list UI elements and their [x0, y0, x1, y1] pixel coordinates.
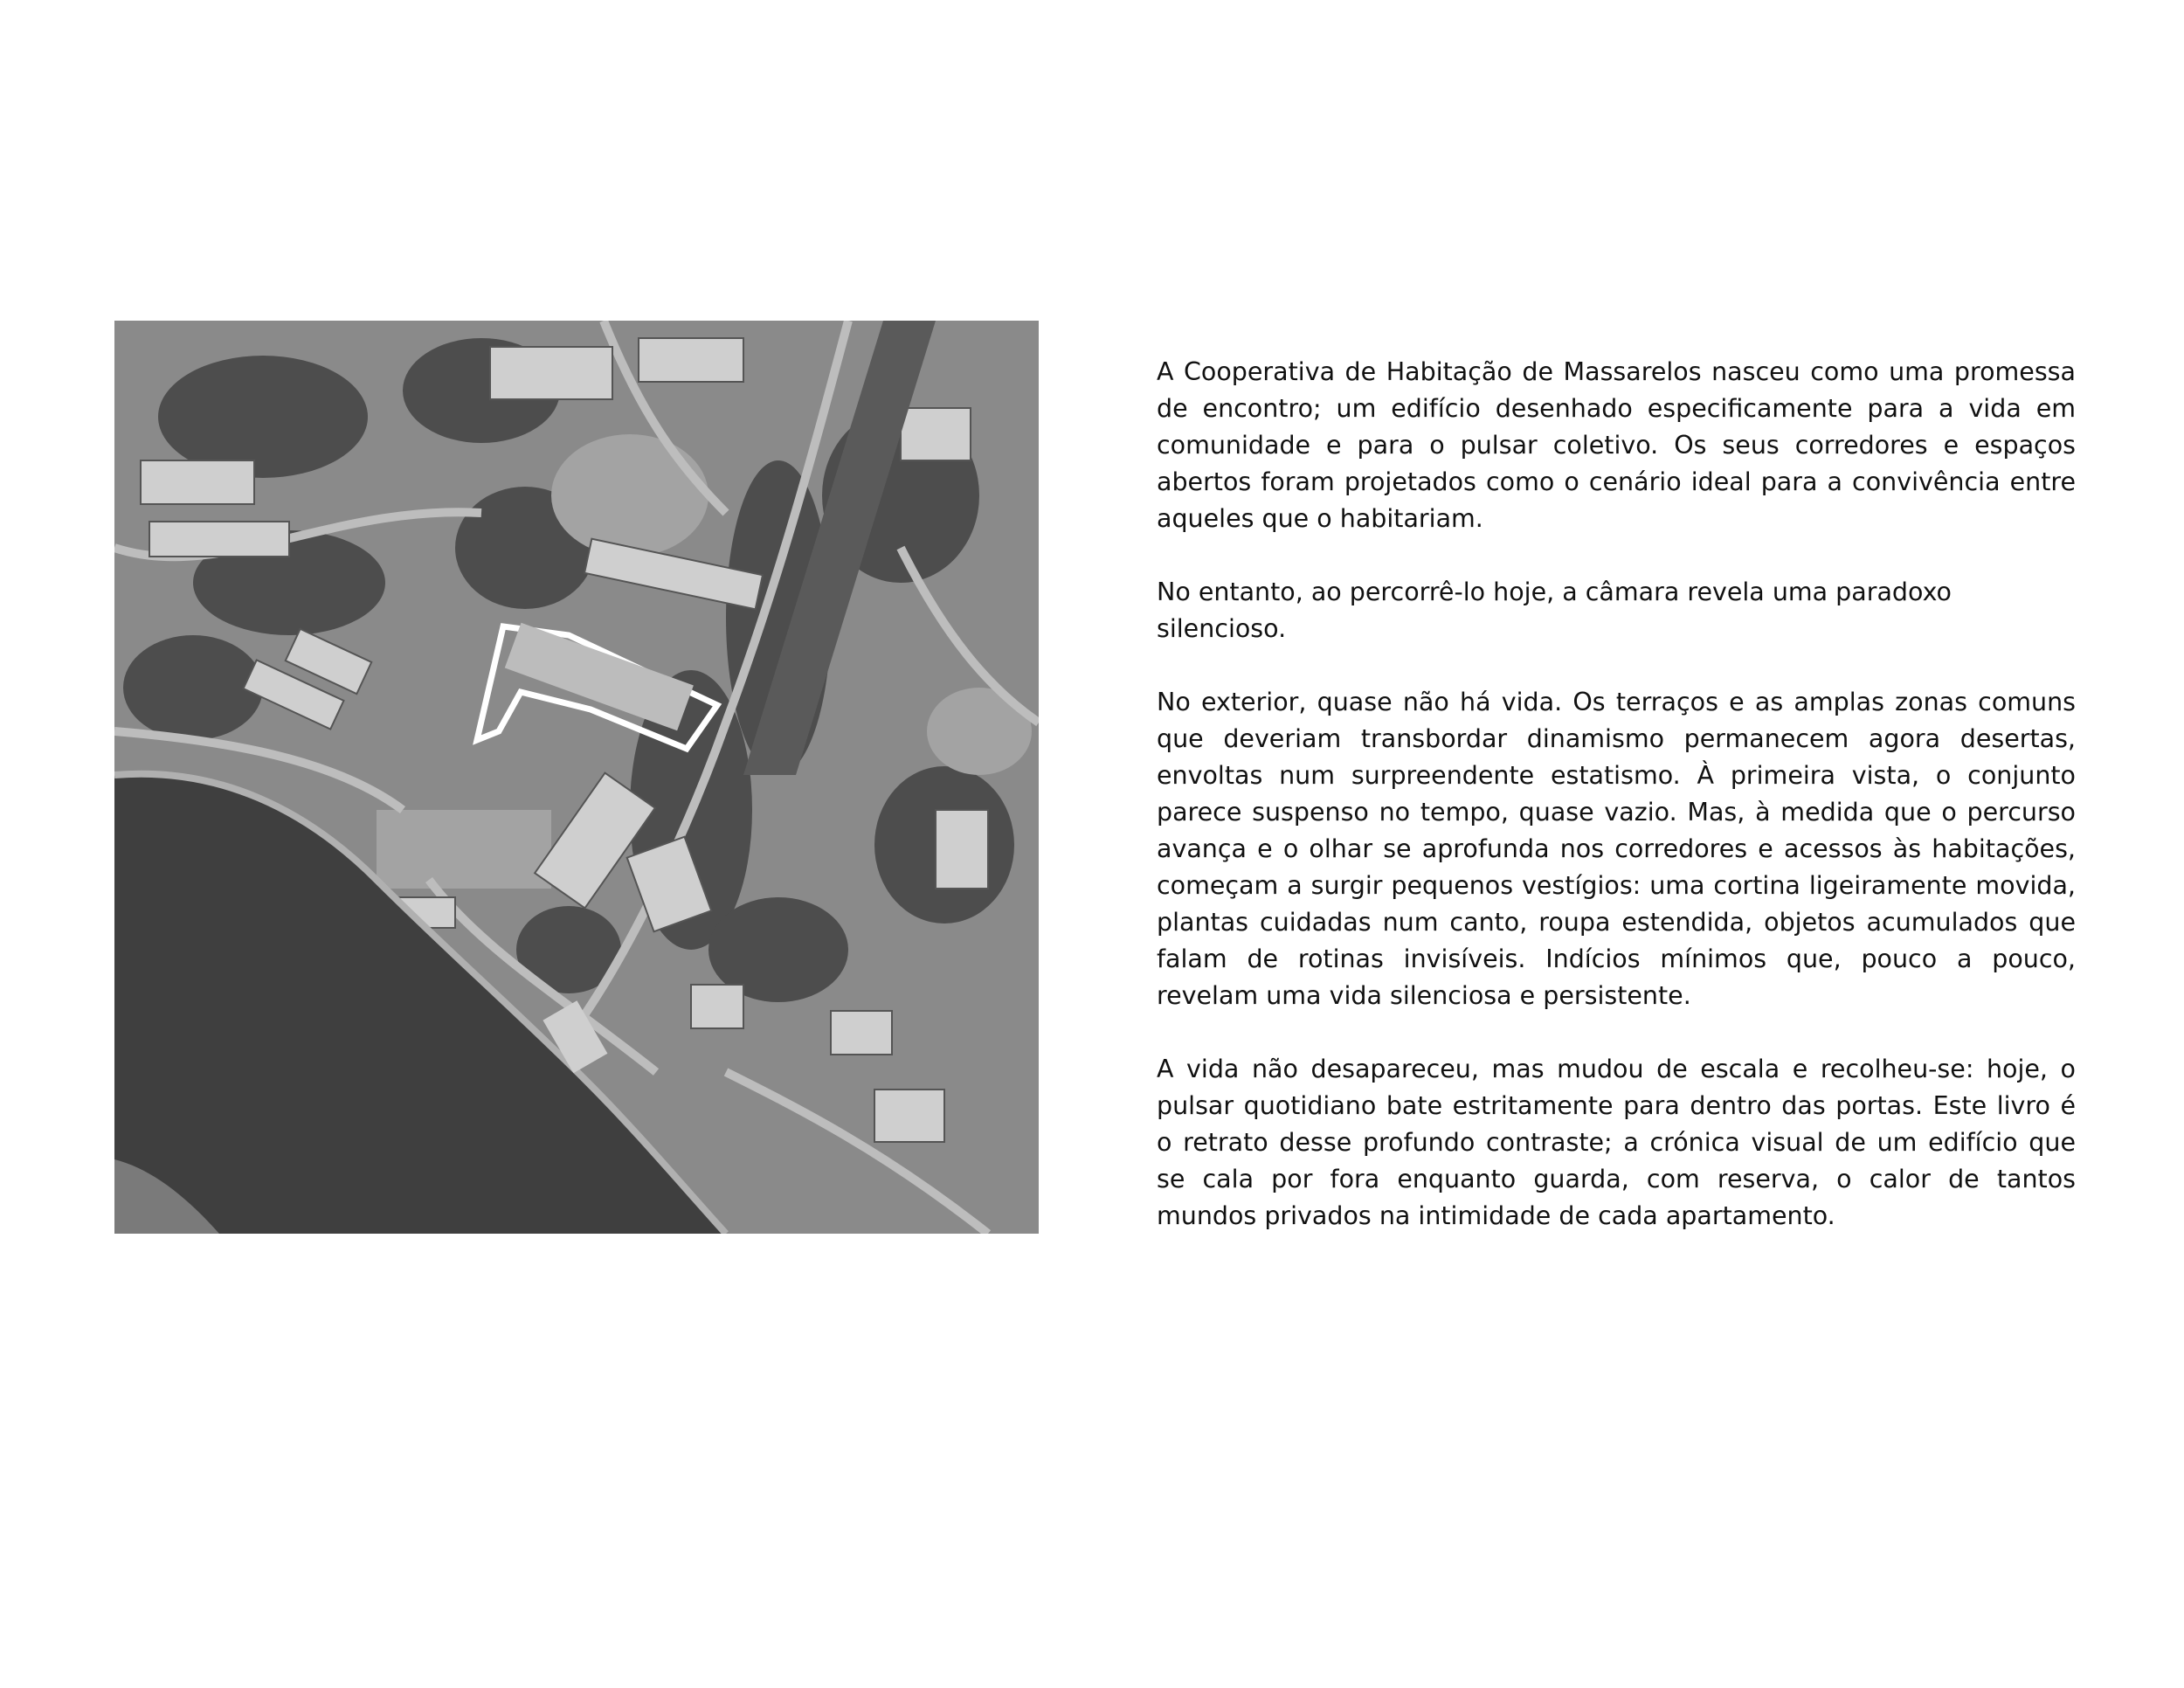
- aerial-map-image: [114, 321, 1039, 1234]
- aerial-map-graphic: [114, 321, 1039, 1234]
- paragraph-4: A vida não desapareceu, mas mudou de escala e recolheu-se: hoje, o pulsar quotidiano bate estritamente para dentro das portas. Este livro é o retrato desse profundo contraste; a crónica visual de um edifício que se cala por fora enquanto guarda, com reserva, o calor de tantos mundos privados na intimidade de cada apartamento.: [1157, 1055, 2076, 1230]
- paragraph-3: No exterior, quase não há vida. Os terraços e as amplas zonas comuns que deveriam transbordar dinamismo permanecem agora desertas, envoltas num surpreendente estatismo. À primeira vista, o conjunto parece suspenso no tempo, quase vazio. Mas, à medida que o percurso avança e o olhar se aprofunda nos corredores e acessos às habitações, começam a surgir pequenos vestígios: uma cortina ligeiramente movida, plantas cuidadas num canto, roupa estendida, objetos acumulados que falam de rotinas invisíveis. Indícios mínimos que, pouco a pouco, revelam uma vida silenciosa e persistente.: [1157, 688, 2076, 1010]
- paragraph-2: No entanto, ao percorrê-lo hoje, a câmara revela uma paradoxo silencioso.: [1157, 578, 1952, 643]
- paragraph-1: A Cooperativa de Habitação de Massarelos nasceu como uma promessa de encontro; um edifício desenhado especificamente para a vida em comunidade e para o pulsar coletivo. Os seus corredores e espaços abertos foram projetados como o cenário ideal para a convivência entre aqueles que o habitariam.: [1157, 357, 2076, 533]
- body-text: [1157, 354, 2076, 1271]
